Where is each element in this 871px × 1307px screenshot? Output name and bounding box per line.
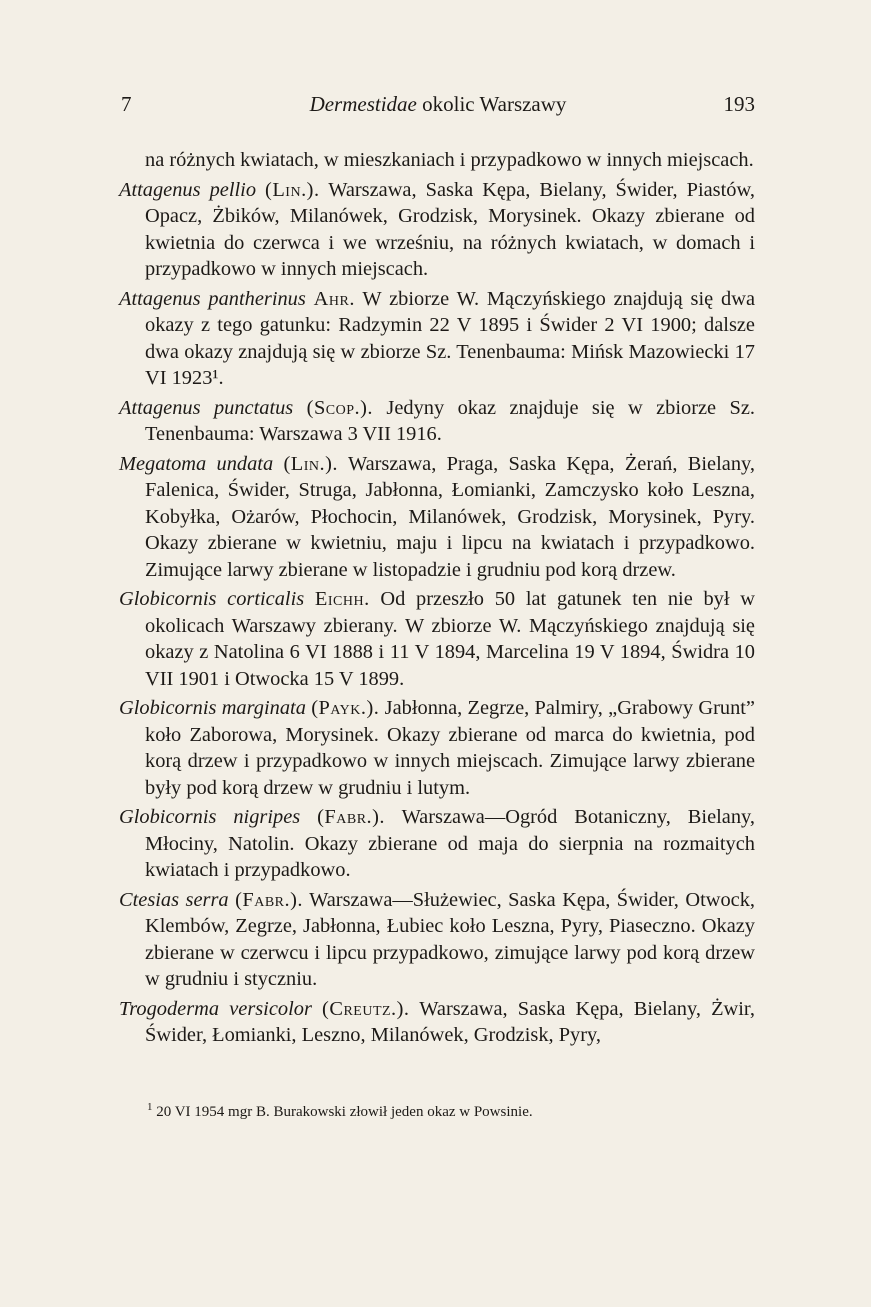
chapter-number: 7: [121, 92, 132, 116]
species-entry-globicornis-marginata: [119, 695, 755, 801]
footnote-text: 20 VI 1954 mgr B. Burakowski złowił jeden okaz w Powsinie.: [152, 1104, 533, 1120]
species-name: Attagenus pellio: [119, 178, 257, 201]
entry-text: na różnych kwiatach, w mieszkaniach i przypadkowo w innych miejscach.: [145, 149, 754, 171]
species-entry-attagenus-pantherinus: [119, 286, 755, 392]
species-author: (Payk.).: [311, 697, 380, 719]
footnote: [147, 1097, 767, 1122]
species-author: Ahr.: [313, 287, 355, 310]
running-header: [121, 92, 755, 122]
species-entry-attagenus-pellio: [119, 177, 755, 283]
running-title: [121, 92, 755, 117]
species-entry-megatoma-undata: [119, 451, 755, 584]
continuation-paragraph: [119, 147, 755, 174]
page-number: 193: [723, 92, 755, 116]
entry-text: Warszawa, Praga, Saska Kępa, Żerań, Bielany, Falenica, Świder, Struga, Jabłonna, Łomianki, Zamczysko koło Leszna, Kobyłka, Ożarów, Płochocin, Milanówek, Grodzisk, Morysinek, Pyry. Okazy zbierane w kwietniu, maju i lipcu na kwiatach i przypadkowo. Zimujące larwy zbierane w listopadzie i grudniu pod korą drzew.: [145, 452, 755, 581]
species-author: (Creutz.).: [322, 997, 410, 1020]
entry-text: W zbiorze W. Mączyńskiego znajdują się dwa okazy z tego gatunku: Radzymin 22 V 1895 i Świder 2 VI 1900; dalsze dwa okazy znajdują się w zbiorze Sz. Tenenbauma: Mińsk Mazowiecki 17 VI 1923¹.: [145, 287, 755, 389]
species-name: Trogoderma versicolor: [119, 997, 312, 1020]
species-name: Ctesias serra: [119, 888, 229, 911]
species-author: Eichh.: [314, 588, 370, 610]
entry-text: Warszawa—Służewiec, Saska Kępa, Świder, Otwock, Klembów, Zegrze, Jabłonna, Łubiec koło Leszna, Pyry, Piaseczno. Okazy zbierane w czerwcu i lipcu przypadkowo, zimujące larwy pod korą drzew w grudniu i styczniu.: [145, 888, 756, 990]
entry-text: Warszawa, Saska Kępa, Bielany, Żwir, Świder, Łomianki, Leszno, Milanówek, Grodzisk, Pyry,: [145, 997, 755, 1046]
species-name: Globicornis corticalis: [119, 588, 305, 610]
running-title-italic: Dermestidae: [309, 92, 417, 116]
species-name: Megatoma undata: [119, 452, 274, 475]
species-entry-attagenus-punctatus: [119, 395, 755, 448]
entry-text: Od przeszło 50 lat gatunek ten nie był w okolicach Warszawy zbierany. W zbiorze W. Mączyńskiego znajdują się okazy z Natolina 6 VI 1888 i 11 V 1894, Marcelina 19 V 1894, Świdra 10 VII 1901 i Otwocka 15 V 1899.: [145, 588, 755, 690]
species-name: Globicornis marginata: [119, 697, 306, 719]
species-author: (Fabr.).: [235, 888, 303, 911]
species-author: (Lin.).: [283, 452, 339, 475]
species-name: Attagenus punctatus: [119, 396, 294, 419]
species-author: (Fabr.).: [317, 806, 386, 828]
footnote-mark: 1: [147, 1101, 153, 1113]
main-text: [119, 147, 755, 1052]
species-author: (Lin.).: [265, 178, 320, 201]
species-entry-trogoderma-versicolor: [119, 996, 755, 1049]
species-entry-globicornis-corticalis: [119, 586, 755, 692]
entry-text: Warszawa, Saska Kępa, Bielany, Świder, Piastów, Opacz, Żbików, Milanówek, Grodzisk, Morysinek. Okazy zbierane od kwietnia do czerwca i we wrześniu, na różnych kwiatach, w domach i przypadkowo w innych miejscach.: [145, 178, 755, 280]
species-name: Attagenus pantherinus: [119, 287, 306, 310]
entry-text: Warszawa—Ogród Botaniczny, Bielany, Młociny, Natolin. Okazy zbierane od maja do sierpnia na rozmaitych kwiatach i przypadkowo.: [145, 806, 755, 881]
running-title-rest: okolic Warszawy: [416, 92, 567, 116]
species-entry-ctesias-serra: [119, 887, 755, 993]
species-entry-globicornis-nigripes: [119, 804, 755, 884]
entry-text: Jabłonna, Zegrze, Palmiry, „Grabowy Grunt” koło Zaborowa, Morysinek. Okazy zbierane od marca do kwietnia, pod korą drzew i przypadkowo w innych miejscach. Zimujące larwy zbierane były pod korą drzew w grudniu i lutym.: [145, 697, 755, 799]
entry-text: Jedyny okaz znajduje się w zbiorze Sz. Tenenbauma: Warszawa 3 VII 1916.: [145, 396, 755, 445]
species-name: Globicornis nigripes: [119, 806, 301, 828]
species-author: (Scop.).: [306, 396, 374, 419]
